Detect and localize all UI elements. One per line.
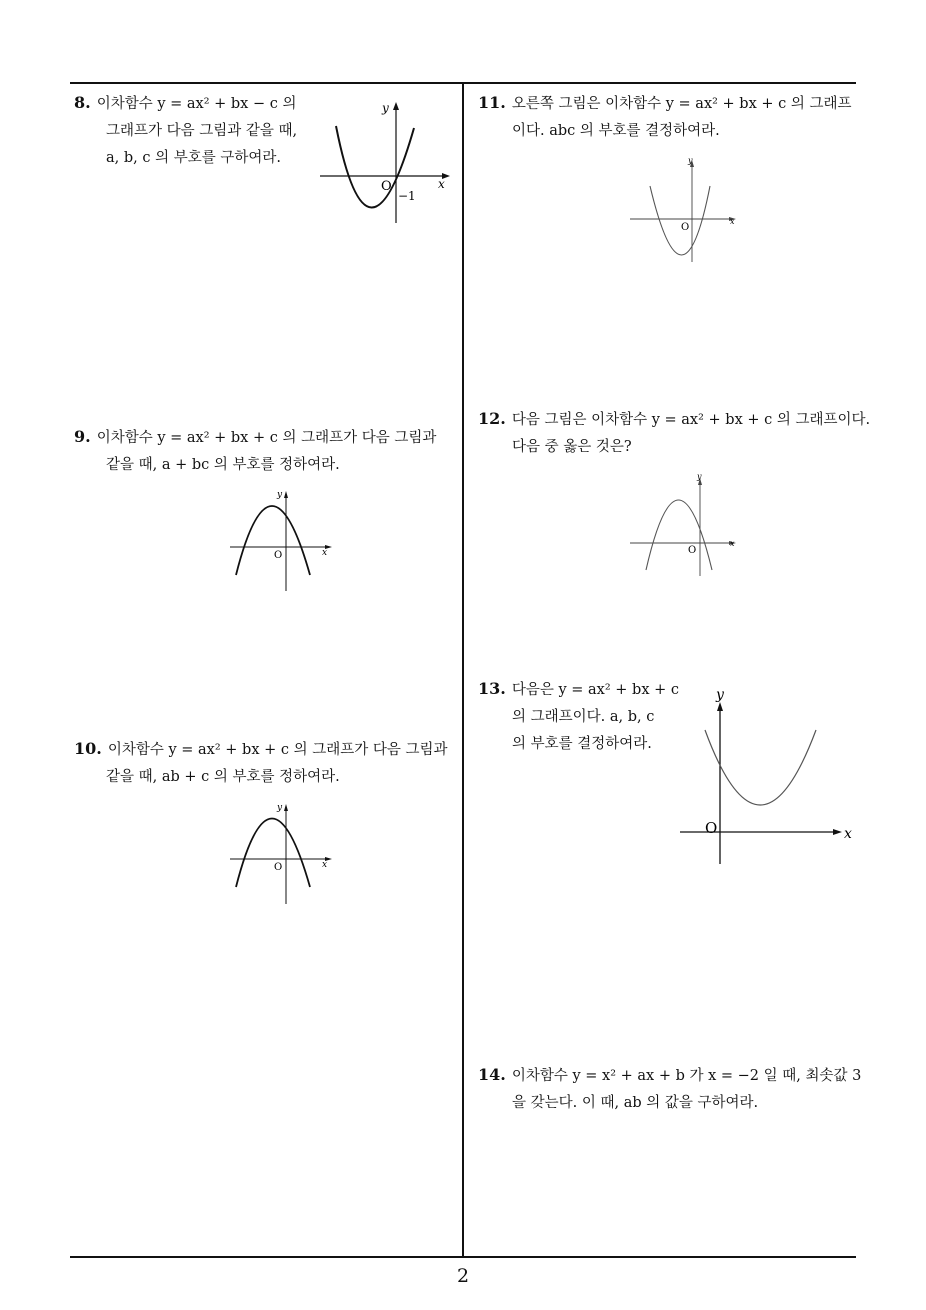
problem-text: 을 갖는다. 이 때, ab 의 값을 구하여라.	[512, 1095, 759, 1111]
column-divider	[462, 82, 464, 1258]
problem-text: 이차함수 y = x² + ax + b 가 x = −2 일 때, 최솟값 3	[511, 1068, 862, 1084]
problem-number: 8.	[74, 93, 91, 112]
problem-text: 의 부호를 결정하여라.	[512, 736, 652, 752]
y-axis-label: y	[382, 101, 389, 115]
problem-text: 이차함수 y = ax² + bx − c 의	[96, 96, 297, 112]
x-axis-label: x	[322, 860, 328, 870]
problem-14	[478, 1061, 861, 1117]
problem-text: 다음은 y = ax² + bx + c	[511, 682, 679, 698]
problem-number: 10.	[74, 739, 102, 758]
problem-text: 이차함수 y = ax² + bx + c 의 그래프가 다음 그림과	[96, 430, 437, 446]
problem-text: 이차함수 y = ax² + bx + c 의 그래프가 다음 그림과	[107, 742, 448, 758]
problem-text: 다음 중 옳은 것은?	[512, 439, 632, 455]
origin-label: O	[705, 819, 718, 837]
y-axis-label: y	[716, 687, 724, 703]
graph-problem-8	[318, 98, 453, 228]
problem-11	[478, 89, 852, 145]
x-axis-label: x	[438, 177, 445, 191]
page-number: 2	[456, 1265, 470, 1287]
problem-text: 같을 때, a + bc 의 부호를 정하여라.	[106, 457, 340, 473]
graph-problem-11	[628, 154, 740, 266]
problem-text: 이다. abc 의 부호를 결정하여라.	[512, 123, 720, 139]
problem-text: 의 그래프이다. a, b, c	[512, 709, 655, 725]
origin-label: O	[274, 862, 283, 873]
problem-9	[74, 423, 436, 479]
x-axis-label: x	[730, 539, 735, 548]
problem-number: 11.	[478, 93, 506, 112]
y-axis-label: y	[688, 156, 693, 165]
problem-text: 다음 그림은 이차함수 y = ax² + bx + c 의 그래프이다.	[511, 412, 871, 428]
x-axis-label: x	[730, 217, 735, 226]
problem-number: 13.	[478, 679, 506, 698]
problem-12	[478, 405, 870, 461]
problem-number: 14.	[478, 1065, 506, 1084]
origin-label: O	[681, 222, 690, 233]
problem-10	[74, 735, 448, 791]
problem-text: a, b, c 의 부호를 구하여라.	[106, 150, 281, 166]
problem-text: 같을 때, ab + c 의 부호를 정하여라.	[106, 769, 340, 785]
y-axis-label: y	[277, 803, 283, 813]
origin-label: O	[274, 550, 283, 561]
graph-problem-10	[228, 800, 338, 906]
problem-text: 오른쪽 그림은 이차함수 y = ax² + bx + c 의 그래프	[511, 96, 852, 112]
graph-problem-12	[628, 470, 740, 578]
x-axis-label: x	[322, 548, 328, 558]
problem-8	[74, 89, 297, 172]
origin-label: O	[688, 545, 697, 556]
graph-problem-9	[228, 487, 338, 593]
y-axis-label: y	[277, 490, 283, 500]
origin-label: O	[381, 179, 392, 194]
problem-number: 9.	[74, 427, 91, 446]
problem-text: 그래프가 다음 그림과 같을 때,	[106, 123, 298, 139]
problem-number: 12.	[478, 409, 506, 428]
intercept-label: −1	[398, 189, 416, 203]
y-axis-label: y	[697, 472, 702, 481]
graph-problem-13	[678, 686, 856, 868]
bottom-rule	[70, 1256, 856, 1258]
problem-13	[478, 675, 679, 758]
x-axis-label: x	[844, 826, 852, 842]
